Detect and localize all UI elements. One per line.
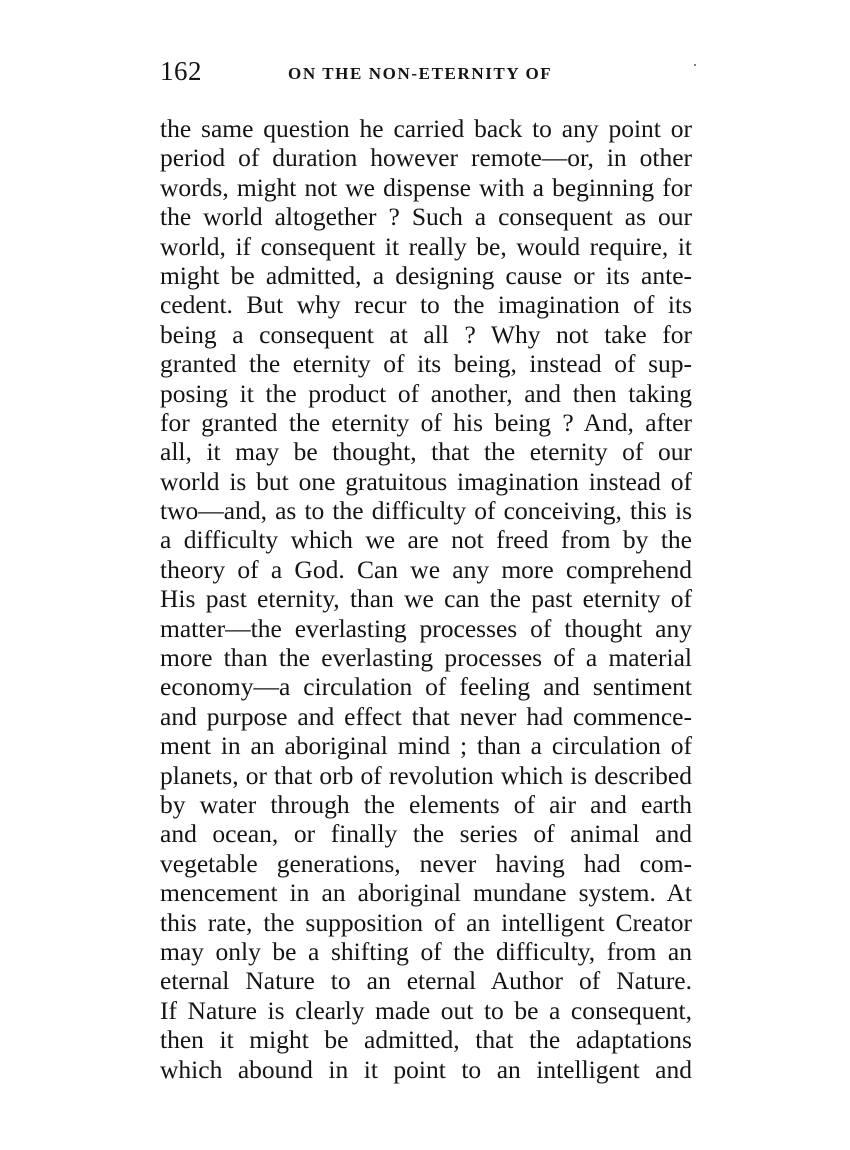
- text-line: eternal Nature to an eternal Author of Nature.: [160, 966, 692, 996]
- text-line: world, if consequent it really be, would require, it: [160, 231, 692, 261]
- text-line: and purpose and effect that never had commence-: [160, 701, 692, 731]
- print-speck: [694, 64, 696, 66]
- text-line: posing it the product of another, and then taking: [160, 378, 692, 408]
- text-line: the same question he carried back to any point or: [160, 114, 692, 143]
- page-number: 162: [160, 56, 202, 86]
- text-line: His past eternity, than we can the past eternity of: [160, 584, 692, 614]
- text-line: vegetable generations, never having had com-: [160, 848, 692, 878]
- text-line: two—and, as to the difficulty of conceiving, this is: [160, 496, 692, 526]
- text-line: more than the everlasting processes of a material: [160, 643, 692, 673]
- text-line: all, it may be thought, that the eternity of our: [160, 437, 692, 467]
- text-line: then it might be admitted, that the adaptations: [160, 1025, 692, 1055]
- text-line: words, might not we dispense with a beginning for: [160, 172, 692, 202]
- text-line: ment in an aboriginal mind ; than a circulation of: [160, 731, 692, 761]
- text-line: and ocean, or finally the series of animal and: [160, 819, 692, 849]
- text-line: the world altogether ? Such a consequent as our: [160, 202, 692, 232]
- text-line: which abound in it point to an intelligent and: [160, 1054, 692, 1084]
- text-line: may only be a shifting of the difficulty, from an: [160, 936, 692, 966]
- text-line: mencement in an aboriginal mundane system. At: [160, 878, 692, 908]
- text-line: for granted the eternity of his being ? And, after: [160, 407, 692, 437]
- body-text: [160, 114, 692, 1084]
- text-line: by water through the elements of air and earth: [160, 789, 692, 819]
- text-line: granted the eternity of its being, instead of sup-: [160, 349, 692, 379]
- text-line: this rate, the supposition of an intelligent Creator: [160, 907, 692, 937]
- running-head: [160, 56, 700, 96]
- text-line: economy—a circulation of feeling and sentiment: [160, 672, 692, 702]
- text-line: might be admitted, a designing cause or its ante-: [160, 260, 692, 290]
- text-line: a difficulty which we are not freed from by the: [160, 525, 692, 555]
- text-line: theory of a God. Can we any more comprehend: [160, 554, 692, 584]
- text-line: being a consequent at all ? Why not take for: [160, 319, 692, 349]
- text-line: cedent. But why recur to the imagination of its: [160, 290, 692, 320]
- running-title: ON THE NON-ETERNITY OF: [288, 64, 553, 83]
- text-line: planets, or that orb of revolution which is described: [160, 760, 692, 790]
- text-line: period of duration however remote—or, in other: [160, 143, 692, 173]
- text-line: world is but one gratuitous imagination instead of: [160, 466, 692, 496]
- text-line: matter—the everlasting processes of thought any: [160, 613, 692, 643]
- text-line: If Nature is clearly made out to be a consequent,: [160, 995, 692, 1025]
